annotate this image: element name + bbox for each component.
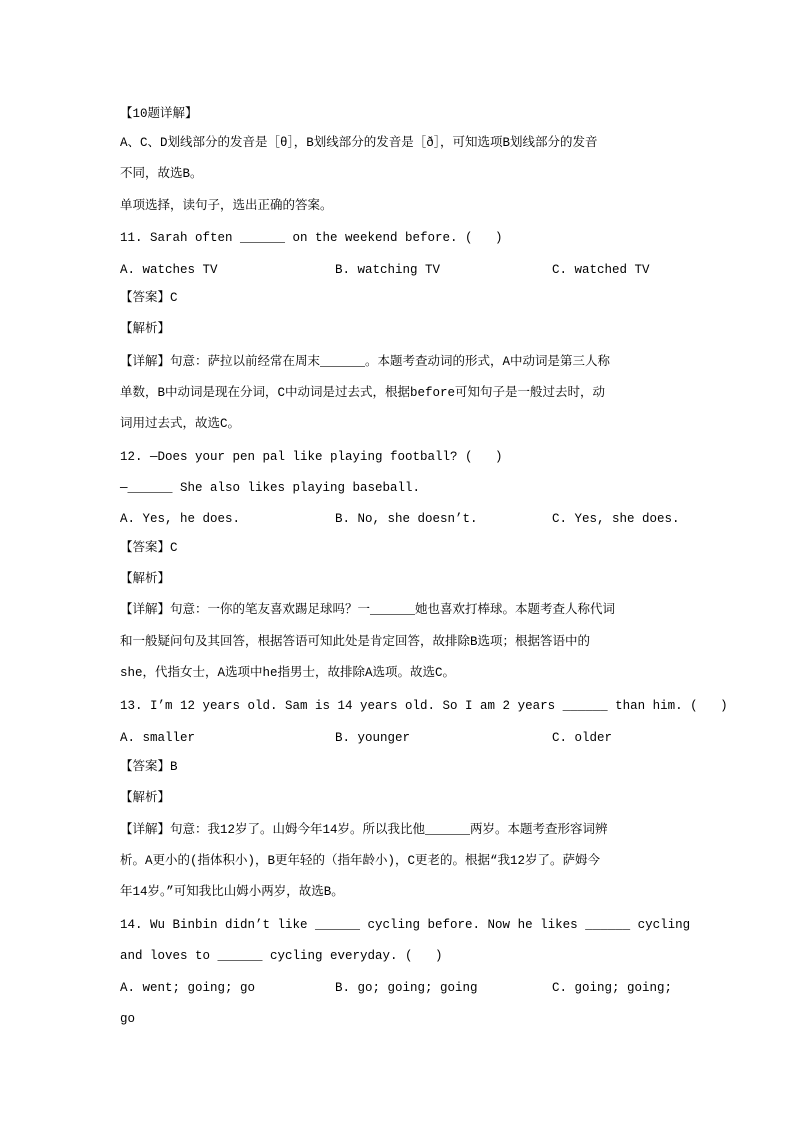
option-b: B. younger (335, 731, 411, 745)
analysis-label: 【解析】 (120, 791, 171, 805)
detail-text: 【详解】句意：一你的笔友喜欢踢足球吗？一______她也喜欢打棒球。本题考查人称代词 (120, 603, 616, 617)
analysis-label: 【解析】 (120, 322, 171, 336)
question-stem: —______ She also likes playing baseball. (120, 481, 421, 495)
question-stem: and loves to ______ cycling everyday. ( ) (120, 949, 443, 963)
detail-text: 【详解】句意：我12岁了。山姆今年14岁。所以我比他______两岁。本题考查形容词辨 (120, 823, 608, 837)
answer: 【答案】C (120, 541, 178, 555)
question-stem: 13. I’m 12 years old. Sam is 14 years old. So I am 2 years ______ than him. ( ) (120, 699, 728, 713)
q10-explanation: A、C、D划线部分的发音是［θ］，B划线部分的发音是［ð］，可知选项B划线部分的发音 (120, 136, 598, 150)
detail-text: she，代指女士，A选项中he指男士，故排除A选项。故选C。 (120, 666, 456, 680)
detail-text: 析。A更小的(指体积小)，B更年轻的（指年龄小)，C更老的。根据“我12岁了。萨姆今 (120, 854, 601, 868)
option-a: A. smaller (120, 731, 196, 745)
detail-text: 单数，B中动词是现在分词，C中动词是过去式，根据before可知句子是一般过去时，动 (120, 386, 606, 400)
analysis-label: 【解析】 (120, 572, 171, 586)
question-stem: 11. Sarah often ______ on the weekend before. ( ) (120, 231, 503, 245)
q10-explanation: 不同，故选B。 (120, 167, 203, 181)
detail-text: 【详解】句意：萨拉以前经常在周末______。本题考查动词的形式，A中动词是第三人称 (120, 355, 611, 369)
option-a: A. Yes, he does. (120, 512, 241, 526)
q10-heading: 【10题详解】 (120, 107, 198, 121)
question-stem: 12. —Does your pen pal like playing football? ( ) (120, 450, 503, 464)
question-stem: 14. Wu Binbin didn’t like ______ cycling before. Now he likes ______ cycling (120, 918, 691, 932)
option-b: B. go; going; going (335, 981, 478, 995)
option-c: C. watched TV (552, 263, 650, 277)
option-a: A. went; going; go (120, 981, 256, 995)
answer: 【答案】B (120, 760, 178, 774)
option-c: C. older (552, 731, 613, 745)
detail-text: 年14岁。”可知我比山姆小两岁，故选B。 (120, 885, 344, 899)
option-a: A. watches TV (120, 263, 218, 277)
detail-text: 和一般疑问句及其回答，根据答语可知此处是肯定回答，故排除B选项；根据答语中的 (120, 635, 591, 649)
option-b: B. watching TV (335, 263, 441, 277)
option-c: C. going; going; (552, 981, 673, 995)
option-b: B. No, she doesn’t. (335, 512, 478, 526)
option-c: C. Yes, she does. (552, 512, 680, 526)
section-instruction: 单项选择，读句子，选出正确的答案。 (120, 199, 333, 213)
detail-text: 词用过去式，故选C。 (120, 417, 241, 431)
answer: 【答案】C (120, 291, 178, 305)
option-c-continued: go (120, 1012, 136, 1026)
